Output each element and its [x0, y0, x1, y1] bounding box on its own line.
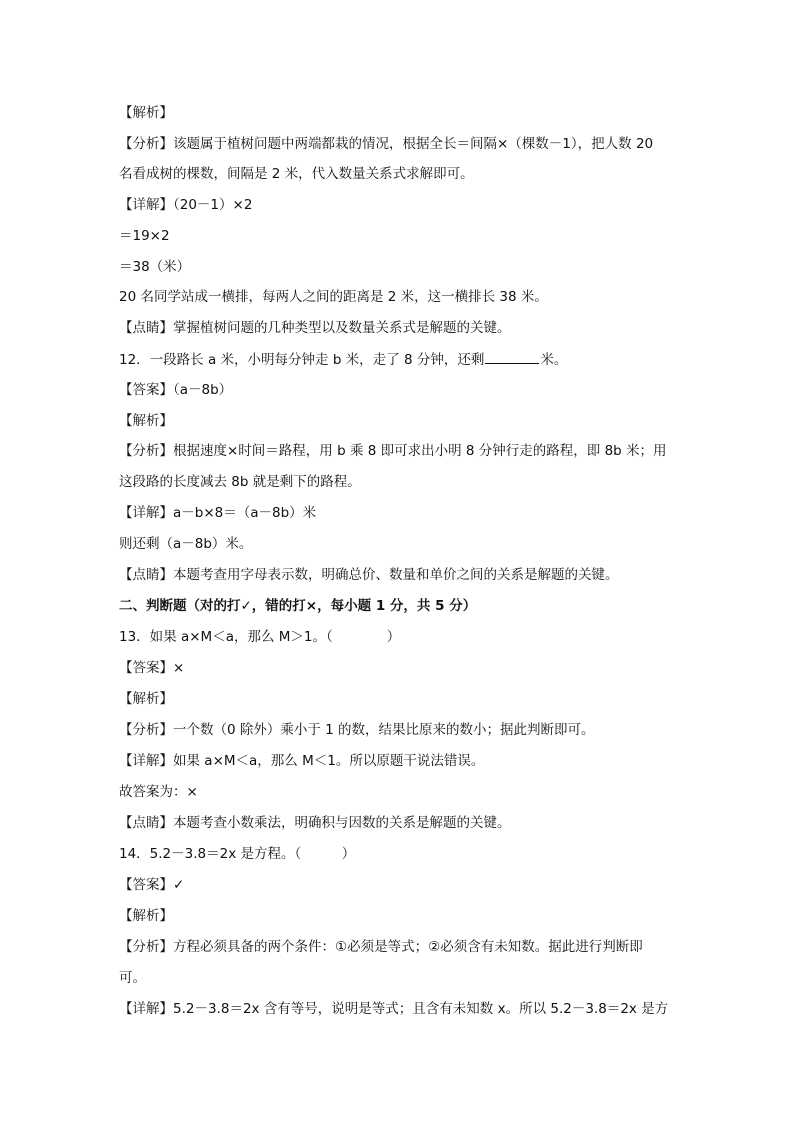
question-12-unit: 米。 [540, 352, 568, 368]
conclusion-text: 则还剩（a－8b）米。 [119, 536, 253, 552]
answer-text: 【答案】✓ [119, 877, 185, 893]
analysis-text: 【分析】方程必须具备的两个条件：①必须是等式；②必须含有未知数。据此进行判断即 [119, 939, 643, 955]
question-12 [119, 349, 679, 370]
key-point-text: 【点睛】本题考查用字母表示数，明确总价、数量和单价之间的关系是解题的关键。 [119, 567, 619, 583]
question-13: 13．如果 a×M＜a，那么 M＞1。（ ） [119, 629, 401, 645]
analysis-text: 【分析】该题属于植树问题中两端都栽的情况，根据全长＝间隔×（棵数－1），把人数 20 [119, 136, 654, 152]
heading-analysis: 【解析】 [119, 691, 173, 707]
equation-step: ＝19×2 [119, 228, 170, 244]
analysis-text-continued: 这段路的长度减去 8b 就是剩下的路程。 [119, 474, 361, 490]
conclusion-text: 故答案为：× [119, 784, 198, 800]
heading-analysis: 【解析】 [119, 908, 173, 924]
analysis-text: 【分析】一个数（0 除外）乘小于 1 的数，结果比原来的数小；据此判断即可。 [119, 722, 595, 738]
detail-text: 【详解】（20－1）×2 [119, 197, 253, 213]
equation-step: ＝38（米） [119, 259, 191, 275]
heading-analysis: 【解析】 [119, 413, 173, 429]
answer-text: 【答案】（a－8b） [119, 382, 233, 398]
analysis-text: 【分析】根据速度×时间＝路程，用 b 乘 8 即可求出小明 8 分钟行走的路程，即 8b 米；用 [119, 443, 667, 459]
answer-blank [485, 349, 539, 364]
question-12-text: 12．一段路长 a 米，小明每分钟走 b 米，走了 8 分钟，还剩 [119, 352, 485, 368]
key-point-text: 【点睛】本题考查小数乘法，明确积与因数的关系是解题的关键。 [119, 815, 511, 831]
heading-analysis: 【解析】 [119, 105, 173, 121]
analysis-text-continued: 可。 [119, 970, 146, 986]
key-point-text: 【点睛】掌握植树问题的几种类型以及数量关系式是解题的关键。 [119, 320, 511, 336]
detail-text: 【详解】如果 a×M＜a，那么 M＜1。所以原题干说法错误。 [119, 753, 485, 769]
section-heading: 二、判断题（对的打✓，错的打×，每小题 1 分，共 5 分） [119, 598, 477, 614]
conclusion-text: 20 名同学站成一横排，每两人之间的距离是 2 米，这一横排长 38 米。 [119, 289, 548, 305]
detail-text: 【详解】5.2－3.8＝2x 含有等号，说明是等式；且含有未知数 x。所以 5.2－3.8＝2x 是方 [119, 1001, 669, 1017]
analysis-text-continued: 名看成树的棵数，间隔是 2 米，代入数量关系式求解即可。 [119, 166, 474, 182]
question-14: 14．5.2－3.8＝2x 是方程。（ ） [119, 846, 356, 862]
detail-text: 【详解】a－b×8＝（a－8b）米 [119, 505, 317, 521]
answer-text: 【答案】× [119, 660, 185, 676]
